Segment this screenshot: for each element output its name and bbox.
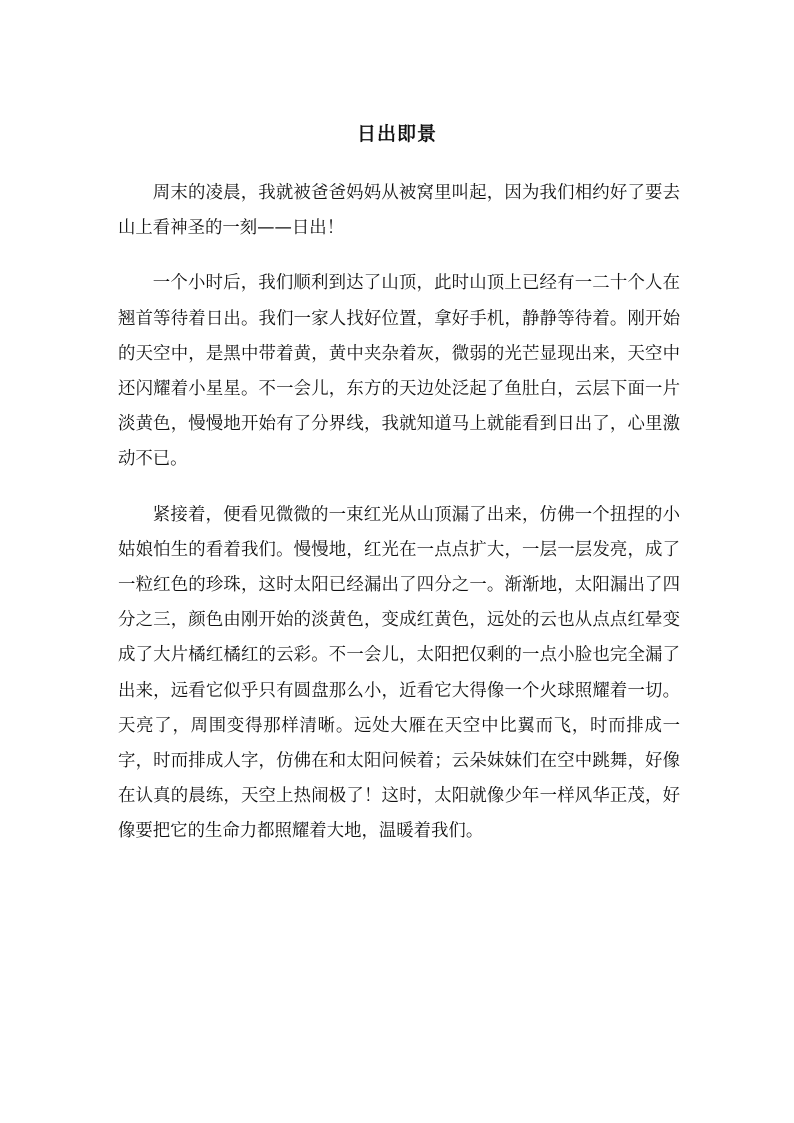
paragraph-3: 紧接着，便看见微微的一束红光从山顶漏了出来，仿佛一个扭捏的小姑娘怕生的看着我们。慢慢地，红光在一点点扩大，一层一层发亮，成了一粒红色的珍珠，这时太阳已经漏出了四分之一。渐渐地，太阳漏出了四分之三，颜色由刚开始的淡黄色，变成红黄色，远处的云也从点点红晕变成了大片橘红橘红的云彩。不一会儿，太阳把仅剩的一点小脸也完全漏了出来，远看它似乎只有圆盘那么小，近看它大得像一个火球照耀着一切。天亮了，周围变得那样清晰。远处大雁在天空中比翼而飞，时而排成一字，时而排成人字，仿佛在和太阳问候着；云朵妹妹们在空中跳舞，好像在认真的晨练，天空上热闹极了！这时，太阳就像少年一样风华正茂，好像要把它的生命力都照耀着大地，温暖着我们。 <box>118 504 680 842</box>
document-body <box>118 176 680 870</box>
document-title: 日出即景 <box>356 123 437 145</box>
paragraph-1: 周末的凌晨，我就被爸爸妈妈从被窝里叫起，因为我们相约好了要去山上看神圣的一刻——日出！ <box>118 183 680 239</box>
paragraph-2: 一个小时后，我们顺利到达了山顶，此时山顶上已经有一二十个人在翘首等待着日出。我们一家人找好位置，拿好手机，静静等待着。刚开始的天空中，是黑中带着黄，黄中夹杂着灰，微弱的光芒显现出来，天空中还闪耀着小星星。不一会儿，东方的天边处泛起了鱼肚白，云层下面一片淡黄色，慢慢地开始有了分界线，我就知道马上就能看到日出了，心里激动不已。 <box>118 273 680 470</box>
